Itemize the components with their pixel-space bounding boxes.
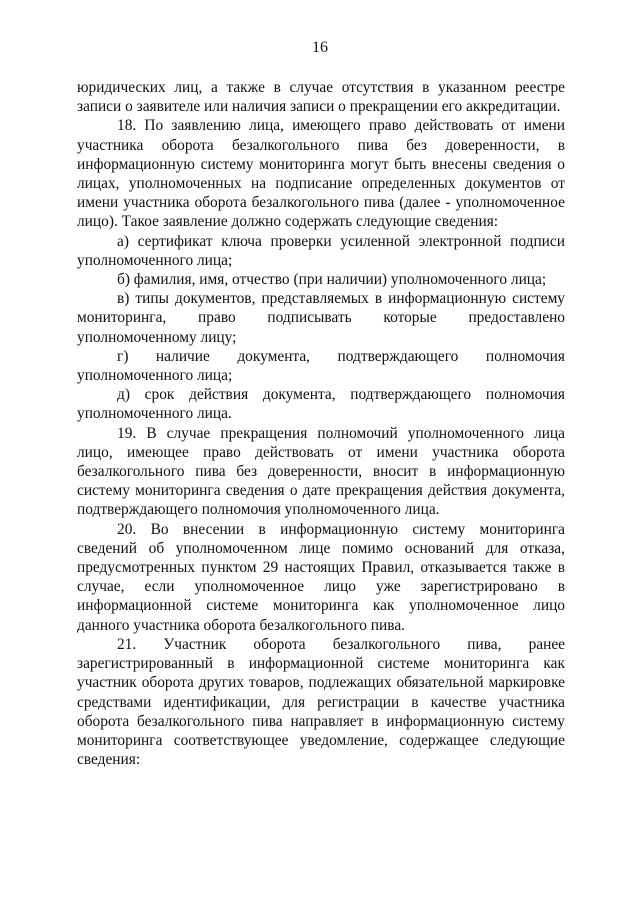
paragraph-18-d: д) срок действия документа, подтверждающего полномочия уполномоченного лица. xyxy=(77,386,565,423)
page-number: 16 xyxy=(312,39,328,56)
paragraph-18-g: г) наличие документа, подтверждающего полномочия уполномоченного лица; xyxy=(77,347,565,385)
paragraph-19: 19. В случае прекращения полномочий уполномоченного лица лицо, имеющее право действовать от имени участника оборота безалкогольного пива без доверенности, вносит в информационную систему мониторинга сведения о дате прекращения действия документа, подтверждающего полномочия уполномоченного лица. xyxy=(77,424,565,519)
paragraph-21: 21. Участник оборота безалкогольного пива, ранее зарегистрированный в информационной системе мониторинга как участник оборота других товаров, подлежащих обязательной маркировке средствами идентификации, для регистрации в качестве участника оборота безалкогольного пива направляет в информационную систему мониторинга соответствующее уведомление, содержащее следующие сведения: xyxy=(77,635,565,769)
paragraph-18: 18. По заявлению лица, имеющего право действовать от имени участника оборота безалкогольного пива без доверенности, в информационную систему мониторинга могут быть внесены сведения о лицах, уполномоченных на подписание определенных документов от имени участника оборота безалкогольного пива (далее - уполномоченное лицо). Такое заявление должно содержать следующие сведения: xyxy=(77,117,565,231)
document-body xyxy=(77,78,565,769)
paragraph-18-a: а) сертификат ключа проверки усиленной электронной подписи уполномоченного лица; xyxy=(77,232,565,269)
paragraph-18-v: в) типы документов, представляемых в информационную систему мониторинга, право подписывать которые предоставлено уполномоченному лицу; xyxy=(77,290,565,346)
paragraph-continuation: юридических лиц, а также в случае отсутствия в указанном реестре записи о заявителе или наличия записи о прекращении его аккредитации. xyxy=(77,79,565,116)
paragraph-20: 20. Во внесении в информационную систему мониторинга сведений об уполномоченном лице помимо оснований для отказа, предусмотренных пунктом 29 настоящих Правил, отказывается также в случае, если уполномоченное лицо уже зарегистрировано в информационной системе мониторинга как уполномоченное лицо данного участника оборота безалкогольного пива. xyxy=(77,520,565,634)
paragraph-18-b: б) фамилия, имя, отчество (при наличии) уполномоченного лица; xyxy=(117,271,547,289)
